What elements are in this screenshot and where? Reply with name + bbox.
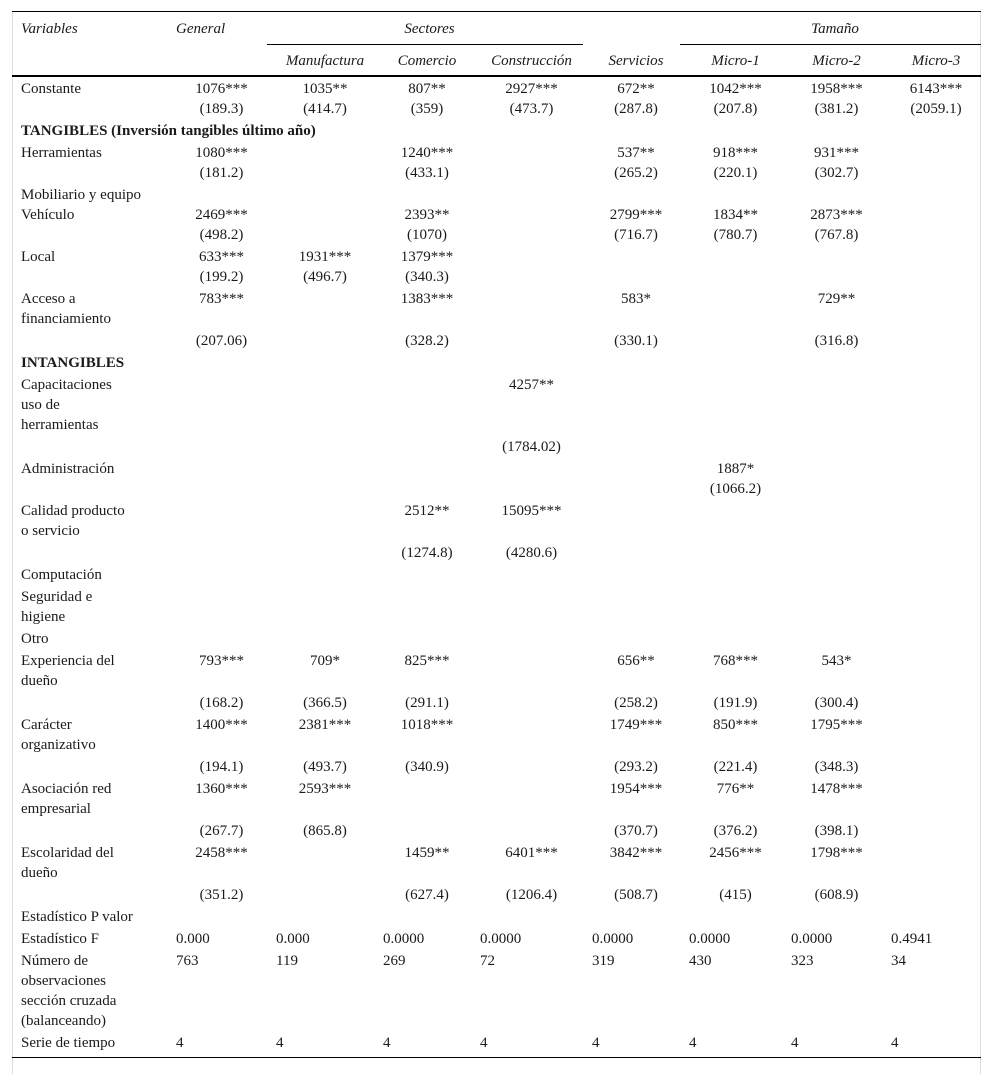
- row-calidad-se: [12, 541, 981, 563]
- header-construccion: Construcción: [491, 53, 572, 69]
- row-label: Serie de tiempo: [21, 1034, 116, 1051]
- cell: 1360***: [195, 780, 248, 797]
- cell: [680, 329, 782, 351]
- cell: (1066.2): [709, 480, 762, 497]
- cell: (2059.1): [910, 100, 962, 117]
- cell: [680, 245, 782, 267]
- cell: 3842***: [609, 844, 663, 861]
- cell: 0.4941: [891, 930, 933, 947]
- cell: (194.1): [199, 758, 244, 775]
- cell: [583, 457, 680, 479]
- cell: [267, 225, 374, 245]
- section-tangibles: [12, 119, 981, 141]
- cell: 1076***: [195, 80, 248, 97]
- cell: 768***: [713, 652, 759, 669]
- cell: (473.7): [509, 100, 554, 117]
- cell: (293.2): [614, 758, 658, 775]
- row-label: Seguridad e higiene: [21, 588, 93, 625]
- section-title: INTANGIBLES: [21, 354, 125, 371]
- header-micro-1: Micro-1: [711, 53, 760, 69]
- cell: 1383***: [400, 290, 454, 307]
- cell: [471, 225, 583, 245]
- cell: 4: [383, 1034, 391, 1051]
- cell: [471, 287, 583, 329]
- cell: [680, 373, 782, 435]
- cell: [267, 329, 374, 351]
- cell: [471, 245, 583, 267]
- cell: [583, 541, 680, 563]
- header-comercio: Comercio: [397, 53, 457, 69]
- cell: [267, 499, 374, 541]
- cell: [882, 141, 981, 163]
- cell: (287.8): [614, 100, 658, 117]
- cell: (1206.4): [505, 886, 558, 903]
- cell: 656**: [617, 652, 655, 669]
- cell: [583, 435, 680, 457]
- cell: [882, 373, 981, 435]
- row-label: Calidad producto o servicio: [21, 502, 125, 539]
- cell: [583, 499, 680, 541]
- row-serie: [12, 1031, 981, 1058]
- cell: [471, 755, 583, 777]
- section-title: TANGIBLES (Inversión tangibles último año): [21, 122, 316, 139]
- cell: (191.9): [713, 694, 758, 711]
- row-asociacion-coef: [12, 777, 981, 819]
- row-label: Estadístico F: [21, 930, 99, 947]
- cell: [374, 777, 471, 819]
- cell: (716.7): [614, 226, 658, 243]
- cell: 6401***: [505, 844, 558, 861]
- cell: 4: [276, 1034, 284, 1051]
- header-sectores: Sectores: [267, 12, 583, 45]
- cell: [267, 457, 374, 479]
- cell: 672**: [617, 80, 655, 97]
- row-acceso-se: [12, 329, 981, 351]
- cell: (207.06): [195, 332, 248, 349]
- row-otro: [12, 627, 981, 649]
- cell: (330.1): [614, 332, 658, 349]
- cell: (376.2): [713, 822, 758, 839]
- cell: 850***: [713, 716, 759, 733]
- cell: 1018***: [400, 716, 454, 733]
- cell: 1080***: [195, 144, 248, 161]
- row-label: Local: [21, 248, 56, 265]
- cell: (608.9): [814, 886, 859, 903]
- cell: [471, 691, 583, 713]
- cell: [471, 457, 583, 479]
- row-acceso-coef: [12, 287, 981, 329]
- row-pvalor: [12, 905, 981, 927]
- row-computacion: [12, 563, 981, 585]
- cell: 2593***: [298, 780, 352, 797]
- cell: [882, 267, 981, 287]
- cell: 2799***: [609, 206, 663, 223]
- row-mobiliario: [12, 183, 981, 205]
- cell: 2927***: [505, 80, 558, 97]
- cell: [471, 267, 583, 287]
- cell: [882, 713, 981, 755]
- cell: (340.9): [405, 758, 449, 775]
- cell: [882, 205, 981, 225]
- cell: [471, 163, 583, 183]
- cell: (370.7): [614, 822, 658, 839]
- cell: (181.2): [199, 164, 244, 181]
- cell: [882, 225, 981, 245]
- cell: [267, 541, 374, 563]
- row-experiencia-coef: [12, 649, 981, 691]
- row-label: Vehículo: [21, 206, 75, 223]
- cell: (493.7): [303, 758, 347, 775]
- cell: [782, 541, 882, 563]
- row-asociacion-se: [12, 819, 981, 841]
- cell: 4: [891, 1034, 899, 1051]
- cell: 269: [383, 952, 406, 969]
- cell: (291.1): [405, 694, 449, 711]
- row-label: Mobiliario y equipo: [21, 186, 141, 203]
- cell: [471, 649, 583, 691]
- cell: [882, 163, 981, 183]
- cell: [267, 373, 374, 435]
- cell: [882, 329, 981, 351]
- cell: [882, 435, 981, 457]
- cell: (316.8): [814, 332, 859, 349]
- cell: [882, 245, 981, 267]
- cell: 1035**: [302, 80, 348, 97]
- cell: 6143***: [909, 80, 963, 97]
- cell: (496.7): [303, 268, 347, 285]
- cell: 2469***: [195, 206, 248, 223]
- cell: [583, 245, 680, 267]
- cell: 2456***: [709, 844, 762, 861]
- cell: 1834**: [713, 206, 759, 223]
- row-constante-coef: [12, 76, 981, 99]
- cell: [471, 329, 583, 351]
- cell: 0.0000: [383, 930, 425, 947]
- cell: [882, 541, 981, 563]
- row-escolaridad-se: [12, 883, 981, 905]
- cell: [882, 499, 981, 541]
- row-label: Asociación red empresarial: [21, 780, 112, 817]
- row-capacitaciones-se: [12, 435, 981, 457]
- cell: 0.0000: [791, 930, 833, 947]
- cell: [680, 435, 782, 457]
- cell: 763: [176, 952, 199, 969]
- cell: (300.4): [814, 694, 859, 711]
- cell: 1958***: [810, 80, 863, 97]
- header-row-2: [12, 45, 981, 76]
- row-label: Experiencia del dueño: [21, 652, 115, 689]
- cell: 825***: [404, 652, 450, 669]
- header-micro-3: Micro-3: [911, 53, 961, 69]
- cell: 918***: [713, 144, 759, 161]
- cell: [680, 499, 782, 541]
- row-label: Escolaridad del dueño: [21, 844, 114, 881]
- row-label: Otro: [21, 630, 49, 647]
- header-tamano: Tamaño: [680, 12, 981, 45]
- cell: 2512**: [404, 502, 450, 519]
- cell: [882, 457, 981, 479]
- cell: [167, 457, 267, 479]
- cell: 633***: [199, 248, 244, 265]
- cell: 1478***: [810, 780, 863, 797]
- row-label: Constante: [21, 80, 81, 97]
- cell: [882, 479, 981, 499]
- cell: (780.7): [713, 226, 758, 243]
- cell: [267, 287, 374, 329]
- cell: [782, 373, 882, 435]
- cell: 729**: [817, 290, 856, 307]
- cell: 1749***: [609, 716, 663, 733]
- row-calidad-coef: [12, 499, 981, 541]
- cell: 319: [592, 952, 615, 969]
- cell: [374, 479, 471, 499]
- row-label: Computación: [21, 566, 102, 583]
- cell: (348.3): [814, 758, 859, 775]
- cell: [471, 205, 583, 225]
- header-servicios: Servicios: [608, 52, 664, 69]
- cell: 1795***: [810, 716, 863, 733]
- cell: [267, 205, 374, 225]
- cell: [882, 287, 981, 329]
- cell: 1954***: [609, 780, 663, 797]
- cell: [471, 479, 583, 499]
- row-capacitaciones-coef: [12, 373, 981, 435]
- cell: [374, 435, 471, 457]
- cell: [471, 777, 583, 819]
- row-vehiculo-se: [12, 225, 981, 245]
- cell: (168.2): [199, 694, 244, 711]
- cell: [374, 457, 471, 479]
- cell: (258.2): [614, 694, 658, 711]
- cell: [680, 287, 782, 329]
- cell: 2381***: [298, 716, 352, 733]
- row-label: Acceso a financiamiento: [21, 290, 111, 327]
- cell: [882, 649, 981, 691]
- cell: [471, 819, 583, 841]
- row-seguridad: [12, 585, 981, 627]
- row-local-coef: [12, 245, 981, 267]
- header-manufactura: Manufactura: [285, 53, 365, 69]
- cell: [167, 541, 267, 563]
- cell: (351.2): [199, 886, 244, 903]
- cell: 0.0000: [480, 930, 522, 947]
- cell: [471, 713, 583, 755]
- header-row-1: [12, 12, 981, 45]
- cell: (189.3): [199, 100, 244, 117]
- cell: (359): [410, 100, 444, 117]
- section-intangibles: [12, 351, 981, 373]
- cell: 430: [689, 952, 712, 969]
- row-caracter-se: [12, 755, 981, 777]
- cell: [471, 141, 583, 163]
- cell: [680, 541, 782, 563]
- cell: (398.1): [814, 822, 859, 839]
- cell: (433.1): [405, 164, 449, 181]
- cell: [583, 267, 680, 287]
- cell: (1274.8): [401, 544, 453, 561]
- cell: [267, 435, 374, 457]
- row-experiencia-se: [12, 691, 981, 713]
- cell: [882, 691, 981, 713]
- cell: 4: [689, 1034, 697, 1051]
- cell: (221.4): [713, 758, 758, 775]
- cell: [167, 479, 267, 499]
- row-label: Carácter organizativo: [21, 716, 96, 753]
- row-administracion-se: [12, 479, 981, 499]
- row-label: Herramientas: [21, 144, 102, 161]
- cell: (302.7): [814, 164, 859, 181]
- cell: 1459**: [404, 844, 450, 861]
- cell: [782, 267, 882, 287]
- cell: 931***: [814, 144, 860, 161]
- row-local-se: [12, 267, 981, 287]
- cell: (414.7): [303, 100, 347, 117]
- row-herramientas-coef: [12, 141, 981, 163]
- cell: 783***: [199, 290, 244, 307]
- cell: 2458***: [195, 844, 248, 861]
- cell: (381.2): [814, 100, 859, 117]
- cell: (199.2): [199, 268, 244, 285]
- cell: (267.7): [199, 822, 244, 839]
- cell: (1070): [407, 226, 447, 243]
- row-constante-se: [12, 99, 981, 119]
- cell: 4: [480, 1034, 488, 1051]
- header-general: General: [176, 21, 226, 37]
- cell: (1784.02): [502, 438, 561, 455]
- cell: 583*: [621, 290, 652, 307]
- cell: [882, 755, 981, 777]
- row-caracter-coef: [12, 713, 981, 755]
- cell: [374, 819, 471, 841]
- cell: 0.0000: [592, 930, 634, 947]
- cell: 0.000: [176, 930, 210, 947]
- cell: [882, 883, 981, 905]
- cell: [680, 267, 782, 287]
- cell: [882, 777, 981, 819]
- cell: 537**: [617, 144, 655, 161]
- row-escolaridad-coef: [12, 841, 981, 883]
- cell: 15095***: [501, 502, 562, 519]
- cell: [882, 841, 981, 883]
- cell: 4: [592, 1034, 600, 1051]
- cell: (627.4): [405, 886, 449, 903]
- cell: [583, 479, 680, 499]
- cell: [167, 499, 267, 541]
- row-nobs: [12, 949, 981, 1031]
- cell: [167, 435, 267, 457]
- cell: [882, 819, 981, 841]
- cell: [782, 479, 882, 499]
- cell: 1400***: [195, 716, 248, 733]
- cell: [583, 373, 680, 435]
- cell: (767.8): [814, 226, 859, 243]
- cell: [267, 883, 374, 905]
- cell: 793***: [199, 652, 244, 669]
- cell: 0.000: [276, 930, 310, 947]
- cell: [782, 435, 882, 457]
- header-variables: Variables: [21, 21, 78, 37]
- row-herramientas-se: [12, 163, 981, 183]
- cell: [782, 499, 882, 541]
- cell: 1240***: [400, 144, 454, 161]
- cell: (340.3): [405, 268, 449, 285]
- cell: (265.2): [614, 164, 658, 181]
- cell: 1798***: [810, 844, 863, 861]
- row-label: Número de observaciones sección cruzada (balanceando): [21, 952, 117, 1029]
- cell: (498.2): [199, 226, 244, 243]
- cell: [374, 373, 471, 435]
- cell: 34: [891, 952, 907, 969]
- cell: 2873***: [810, 206, 863, 223]
- cell: 1042***: [709, 80, 762, 97]
- cell: 1887*: [716, 460, 755, 477]
- row-vehiculo-coef: [12, 205, 981, 225]
- cell: 2393**: [404, 206, 450, 223]
- cell: (220.1): [713, 164, 758, 181]
- cell: 1931***: [298, 248, 352, 265]
- cell: [782, 457, 882, 479]
- cell: 4: [791, 1034, 799, 1051]
- cell: 4257**: [509, 376, 554, 393]
- cell: (508.7): [614, 886, 658, 903]
- cell: [167, 373, 267, 435]
- regression-table: [12, 11, 981, 1058]
- cell: (366.5): [303, 694, 347, 711]
- cell: (415): [719, 886, 752, 903]
- cell: 807**: [408, 80, 446, 97]
- cell: (328.2): [405, 332, 449, 349]
- row-label: Administración: [21, 460, 115, 477]
- cell: 543*: [821, 652, 852, 669]
- row-administracion-coef: [12, 457, 981, 479]
- cell: (207.8): [713, 100, 758, 117]
- cell: 0.0000: [689, 930, 731, 947]
- cell: 119: [276, 952, 298, 969]
- cell: (865.8): [303, 822, 347, 839]
- cell: 709*: [310, 652, 340, 669]
- cell: [267, 141, 374, 163]
- cell: (4280.6): [505, 544, 558, 561]
- cell: [267, 479, 374, 499]
- row-estf: [12, 927, 981, 949]
- cell: 1379***: [400, 248, 454, 265]
- row-label: Estadístico P valor: [21, 908, 133, 925]
- cell: 776**: [716, 780, 755, 797]
- cell: [267, 841, 374, 883]
- cell: [267, 163, 374, 183]
- row-label: Capacitaciones uso de herramientas: [21, 376, 112, 433]
- cell: 4: [176, 1034, 184, 1051]
- header-micro-2: Micro-2: [812, 53, 861, 69]
- cell: 323: [791, 952, 814, 969]
- cell: [782, 245, 882, 267]
- cell: 72: [480, 952, 495, 969]
